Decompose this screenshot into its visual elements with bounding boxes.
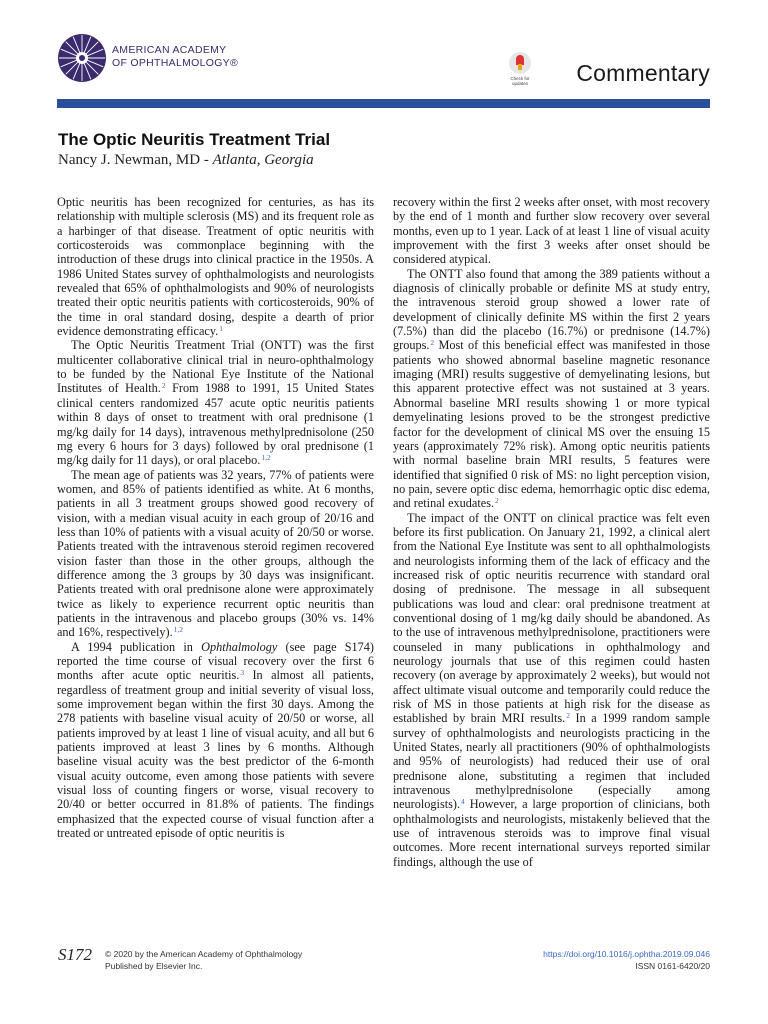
copyright-line: © 2020 by the American Academy of Ophthalmology: [105, 949, 303, 959]
paragraph: The ONTT also found that among the 389 patients without a diagnosis of clinically probable or definite MS at study entry, the intravenous steroid group showed a lower rate of development of clinically definite MS within the first 2 years (7.5%) than did the placebo (16.7%) or prednisone (14.7%) groups.$^2$ Most of this beneficial effect was manifested in those patients who showed abnormal baseline magnetic resonance imaging (MRI) results suggestive of demyelinating lesions, but this apparent protective effect was not sustained at 3 years. Abnormal baseline MRI results showing 1 or more typical demyelinating lesions proved to be the strongest predictive factor for the development of clinical MS over the ensuing 15 years (approximately 72% risk). Among optic neuritis patients with normal baseline brain MRI results, 5 features were identified that signified 0 risk of MS: no light perception vision, no pain, severe optic disc edema, hemorrhagic optic disc edema, and retinal exudates.$^2$: [393, 266, 710, 511]
check-for-updates-button[interactable]: [507, 52, 533, 92]
section-label: Commentary: [576, 60, 710, 86]
paragraph: recovery within the first 2 weeks after onset, with most recovery by the end of 1 month and further slow recovery over several months, even up to 1 year. Lack of at least 1 line of visual acuity improvement with the first 3 weeks after onset should be considered atypical.: [393, 195, 710, 267]
org-name: [112, 44, 238, 69]
updates-label-1: Check for: [510, 76, 530, 81]
journal-name: Ophthalmology: [201, 639, 278, 654]
page-number: S172: [58, 945, 92, 964]
paragraph: The mean age of patients was 32 years, 77% of patients were women, and 85% of patients identified as white. At 6 months, patients in all 3 treatment groups showed good recovery of vision, with a median visual acuity in each group of 20/16 and less than 10% of patients with a visual acuity of 20/50 or worse. Patients treated with the intravenous steroid regimen recovered vision faster than those in the other groups, although the difference among the 3 groups by 30 days was insignificant. Patients treated with oral prednisone alone were approximately twice as likely to experience recurrent optic neuritis than patients in the intravenous and placebo groups (30% vs. 14% and 16%, respectively).$^{1,2}$: [57, 467, 374, 640]
citation-link[interactable]: 2: [161, 381, 166, 391]
article-title: The Optic Neuritis Treatment Trial: [58, 130, 331, 149]
copyright-notice: [105, 949, 302, 972]
paragraph: The impact of the ONTT on clinical practice was felt even before its first publication. On January 21, 1992, a clinical alert from the National Eye Institute was sent to all ophthalmologists and neurologists informing them of the lack of efficacy and the increased risk of optic neuritis recurrence with standard oral dosing of prednisone. The message in all subsequent publications was loud and clear: oral prednisone treatment at conventional dosing of 1 mg/kg daily should be abandoned. As to the use of intravenous methylprednisolone, practitioners were counseled in many publications in ophthalmology and neurology journals that use of this regimen could hasten recovery (on average by approximately 2 weeks), but would not affect ultimate visual outcome and temporarily could reduce the risk of MS in those patients at high risk for the disease as established by brain MRI results.$^2$ In a 1999 random sample survey of ophthalmologists and neurologists practicing in the United States, nearly all practitioners (90% of ophthalmologists and 95% of neurologists) had reduced their use of oral prednisone alone, substituting a regimen that included intravenous methylprednisolone (especially among neurologists).$^4$ However, a large proportion of clinicians, both ophthalmologists and neurologists, mistakenly believed that the use of intravenous steroids was to improve final visual outcomes. More recent international surveys reported similar findings, although the use of: [393, 510, 710, 869]
author-line: Nancy J. Newman, MD - Atlanta, Georgia: [58, 152, 314, 168]
citation-link[interactable]: 1,2: [261, 453, 271, 463]
citation-link[interactable]: 1,2: [173, 625, 184, 635]
citation-link[interactable]: 2: [495, 496, 499, 506]
author-name: Nancy J. Newman, MD: [58, 152, 201, 168]
header-divider: [57, 99, 710, 108]
doi-block: [543, 949, 710, 972]
citation-link[interactable]: 3: [240, 668, 245, 678]
publisher-line: Published by Elsevier Inc.: [105, 960, 203, 971]
aao-logo-icon: [57, 33, 107, 83]
citation-link[interactable]: 1: [219, 324, 223, 334]
paragraph: A 1994 publication in Ophthalmology (see page S174) reported the time course of visual recovery over the first 6 months after acute optic neuritis.$^3$ In almost all patients, regardless of treatment group and initial severity of visual loss, some improvement began within the first 30 days. Among the 278 patients with baseline visual acuity of 20/50 or worse, all patients improved by at least 1 line of visual acuity, and all but 6 patients improved at least 3 lines by 6 months. Although baseline visual acuity was the best predictor of the 6-month visual acuity outcome, even among those patients with severe visual loss of counting fingers or worse, visual recovery to 20/40 or better occurred in 81.8% of patients. The findings emphasized that the expected course of visual function after a treated or untreated episode of optic neuritis is: [57, 639, 375, 841]
doi-link[interactable]: https://doi.org/10.1016/j.ophtha.2019.09.046: [543, 949, 710, 959]
paragraph: Optic neuritis has been recognized for centuries, as has its relationship with multiple sclerosis (MS) and its frequent role as a harbinger of that disease. Treatment of optic neuritis with corticosteroids was commonplace beginning with the introduction of these drugs into clinical practice in the 1950s. A 1986 United States survey of ophthalmologists and neurologists revealed that 65% of ophthalmologists and 90% of neurologists treated their optic neuritis patients with corticosteroids, 90% of the time in oral standard dosing, despite a dearth of prior evidence demonstrating efficacy.$^1$: [57, 195, 374, 339]
paragraph: The Optic Neuritis Treatment Trial (ONTT) was the first multicenter collaborative clinical trial in neuro-ophthalmology to be funded by the National Eye Institute of the National Institutes of Health.$^2$ From 1988 to 1991, 15 United States clinical centers randomized 457 acute optic neuritis patients within 8 days of onset to treatment with oral prednisone (1 mg/kg daily for 14 days), intravenous methylprednisolone (250 mg every 6 hours for 3 days) followed by oral prednisone (1 mg/kg daily for 11 days), or oral placebo.$^{1,2}$: [57, 338, 374, 468]
citation-link[interactable]: 4: [461, 797, 465, 807]
bookmark-icon: [509, 52, 531, 74]
org-name-line1: AMERICAN ACADEMY: [112, 44, 227, 56]
updates-label-2: updates: [511, 81, 528, 86]
body-column-right: [393, 195, 710, 869]
citation-link[interactable]: 2: [566, 711, 570, 721]
body-column-left: [57, 195, 374, 840]
citation-link[interactable]: 2: [430, 338, 435, 348]
org-name-line2: OF OPHTHALMOLOGY®: [112, 56, 239, 69]
issn-line: ISSN 0161-6420/20: [635, 960, 710, 971]
author-location: Atlanta, Georgia: [212, 152, 314, 168]
